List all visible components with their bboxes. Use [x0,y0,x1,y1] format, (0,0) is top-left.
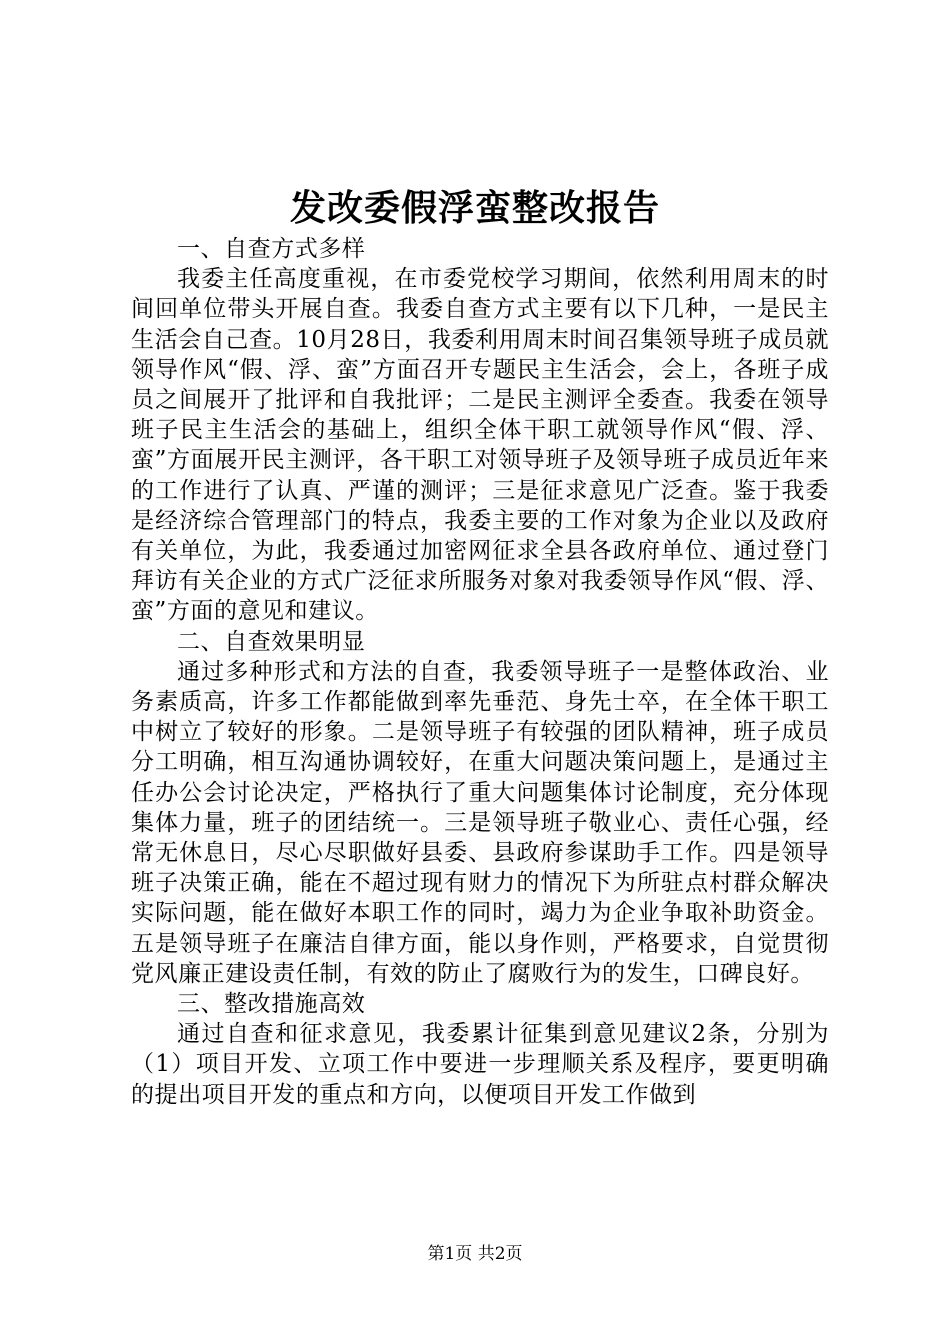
section-paragraph: 通过自查和征求意见，我委累计征集到意见建议2条，分别为（1）项目开发、立项工作中要进一步理顺关系及程序，要更明确的提出项目开发的重点和方向，以便项目开发工作做到 [131,1021,829,1108]
section-heading: 二、自查效果明显 [177,628,366,655]
page-number-footer: 第1页 共2页 [427,1244,523,1264]
section-paragraph: 我委主任高度重视，在市委党校学习期间，依然利用周末的时间回单位带头开展自查。我委自查方式主要有以下几种，一是民主生活会自己查。10月28日，我委利用周末时间召集领导班子成员就领导作风“假、浮、蛮”方面召开专题民主生活会，会上，各班子成员之间展开了批评和自我批评；二是民主测评全委查。我委在领导班子民主生活会的基础上，组织全体干职工就领导作风“假、浮、蛮”方面展开民主测评，各干职工对领导班子及领导班子成员近年来的工作进行了认真、严谨的测评；三是征求意见广泛查。鉴于我委是经济综合管理部门的特点，我委主要的工作对象为企业以及政府有关单位，为此，我委通过加密网征求全县各政府单位、通过登门拜访有关企业的方式广泛征求所服务对象对我委领导作风“假、浮、蛮”方面的意见和建议。 [131,266,829,625]
section-heading: 三、整改措施高效 [177,991,366,1018]
section-paragraph: 通过多种形式和方法的自查，我委领导班子一是整体政治、业务素质高，许多工作都能做到率先垂范、身先士卒，在全体干职工中树立了较好的形象。二是领导班子有较强的团队精神，班子成员分工明确，相互沟通协调较好，在重大问题决策问题上，是通过主任办公会讨论决定，严格执行了重大问题集体讨论制度，充分体现集体力量，班子的团结统一。三是领导班子敬业心、责任心强，经常无休息日，尽心尽职做好县委、县政府参谋助手工作。四是领导班子决策正确，能在不超过现有财力的情况下为所驻点村群众解决实际问题，能在做好本职工作的同时，竭力为企业争取补助资金。五是领导班子在廉洁自律方面，能以身作则，严格要求，自觉贯彻党风廉正建设责任制，有效的防止了腐败行为的发生，口碑良好。 [131,658,829,987]
section-heading: 一、自查方式多样 [177,236,366,262]
document-body [131,234,829,1110]
document-title: 发改委假浮蛮整改报告 [289,187,660,229]
